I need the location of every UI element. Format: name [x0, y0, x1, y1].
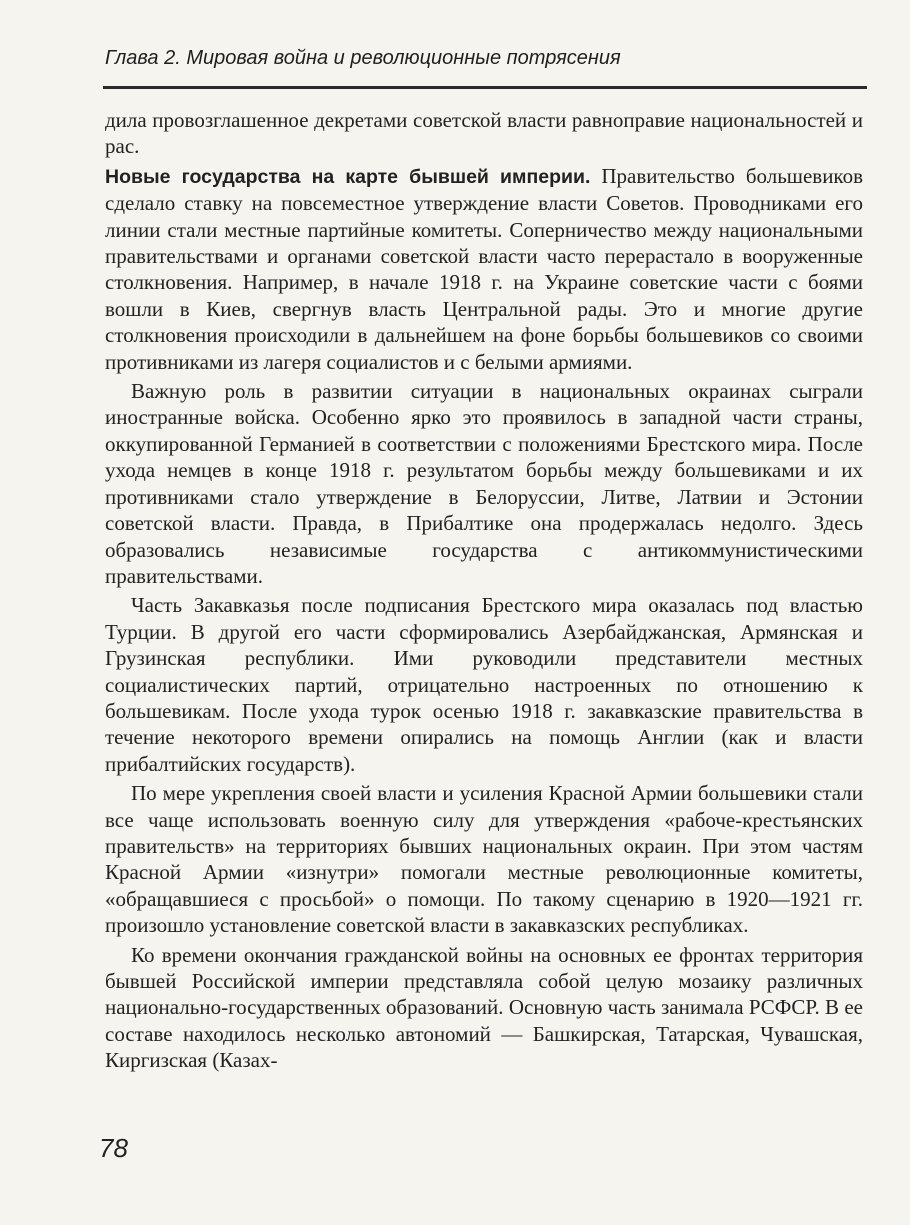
header-rule — [103, 86, 867, 89]
paragraph-3: Важную роль в развитии ситуации в национальных окраинах сыграли иностранные войска. Особенно ярко это проявилось в западной части страны, оккупированной Германией в соответствии с положениями Брестского мира. После ухода немцев в конце 1918 г. результатом борьбы между большевиками и их противниками стало утверждение в Белоруссии, Литве, Латвии и Эстонии советской власти. Правда, в Прибалтике она продержалась недолго. Здесь образовались независимые государства с антикоммунистическими правительствами. — [105, 379, 863, 588]
paragraph-1: дила провозглашенное декретами советской власти равноправие национальностей и рас. — [105, 108, 863, 159]
page-number: 78 — [99, 1133, 128, 1163]
paragraph-6: Ко времени окончания гражданской войны на основных ее фронтах территория бывшей Российской империи представляла собой целую мозаику различных национально-государственных образований. Основную часть занимала РСФСР. В ее составе находилось несколько автономий — Башкирская, Татарская, Чувашская, Киргизская (Казах- — [105, 942, 863, 1073]
body-text — [105, 107, 863, 1077]
paragraph-2 — [105, 163, 863, 375]
section-heading: Новые государства на карте бывшей империи. — [105, 165, 591, 188]
paragraph-5: По мере укрепления своей власти и усиления Красной Армии большевики стали все чаще использовать военную силу для утверждения «рабоче-крестьянских правительств» на территориях бывших национальных окраин. При этом частям Красной Армии «изнутри» помогали местные революционные комитеты, «обращавшиеся с просьбой» о помощи. По такому сценарию в 1920—1921 гг. произошло установление советской власти в закавказских республиках. — [105, 781, 863, 938]
paragraph-2-text: Правительство большевиков сделало ставку на повсеместное утверждение власти Советов. Проводниками его линии стали местные партийные комитеты. Соперничество между национальными правительствами и органами советской власти часто перерастало в вооруженные столкновения. Например, в начале 1918 г. на Украине советские части с боями вошли в Киев, свергнув власть Центральной рады. Это и многие другие столкновения происходили в дальнейшем на фоне борьбы большевиков со своими противниками из лагеря социалистов и с белыми армиями. — [105, 163, 863, 374]
running-head: Глава 2. Мировая война и революционные потрясения — [105, 47, 621, 69]
paragraph-4: Часть Закавказья после подписания Брестского мира оказалась под властью Турции. В другой его части сформировались Азербайджанская, Армянская и Грузинская республики. Ими руководили представители местных социалистических партий, отрицательно настроенных по отношению к большевикам. После ухода турок осенью 1918 г. закавказские правительства в течение некоторого времени опирались на помощь Англии (как и власти прибалтийских государств). — [105, 593, 863, 776]
